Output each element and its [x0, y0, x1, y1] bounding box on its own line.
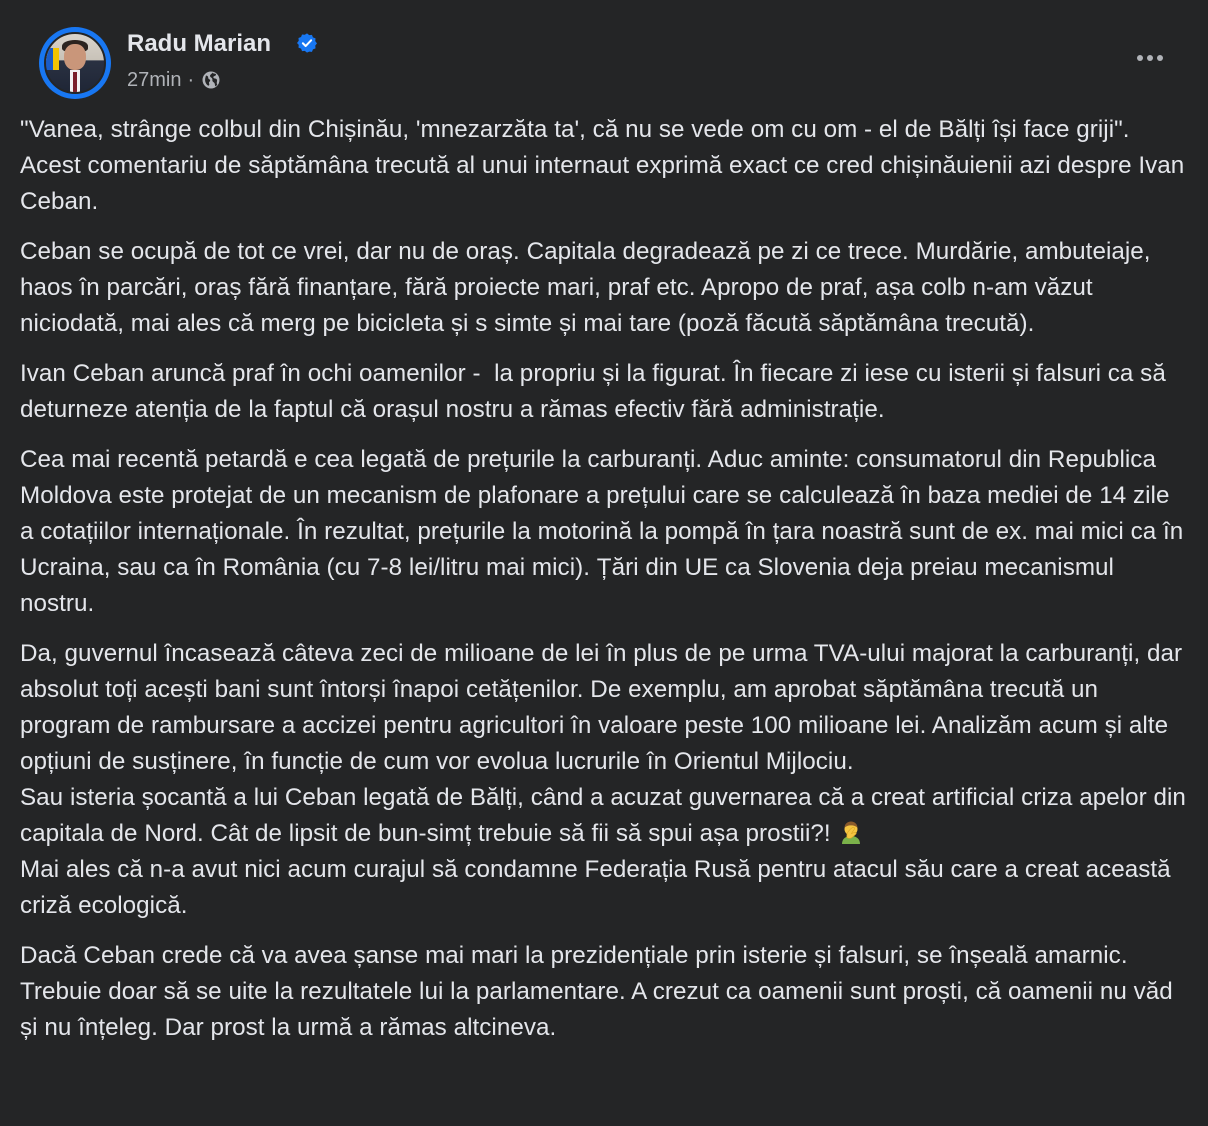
flag-stripe-blue	[46, 48, 53, 70]
post-paragraph: Ceban se ocupă de tot ce vrei, dar nu de oraș. Capitala degradează pe zi ce trece. Murdărie, ambuteiaje, haos în parcări, oraș fără finanțare, fără proiecte mari, praf etc. Apropo de praf, așa colb n-am văzut niciodată, mai ales că merg pe bicicleta și s simte și mai tare (poză făcută săptămâna trecută).	[20, 238, 1158, 337]
more-options-icon	[1157, 55, 1163, 61]
more-options-button[interactable]	[1130, 46, 1170, 70]
more-options-icon	[1137, 55, 1143, 61]
post-header	[20, 0, 1188, 110]
post-paragraph: "Vanea, strânge colbul din Chișinău, 'mnezarzăta ta', că nu se vede om cu om - el de Bălți își face griji". Acest comentariu de săptămâna trecută al unui internaut exprimă exact ce cred chișinăuienii azi despre Ivan Ceban.	[20, 116, 1192, 215]
post-paragraph: Sau isteria șocantă a lui Ceban legată de Bălți, când a acuzat guvernarea că a creat artificial criza apelor din capitala de Nord. Cât de lipsit de bun-simț trebuie să fii să spui așa prostii?!	[20, 784, 1193, 847]
flag-stripe-yellow	[53, 48, 59, 70]
post-meta	[127, 68, 221, 92]
profile-photo	[44, 32, 106, 94]
post-paragraph-with-emoji	[20, 780, 1193, 852]
avatar-face	[64, 44, 86, 70]
post-paragraph: Ivan Ceban aruncă praf în ochi oamenilor - la propriu și la figurat. În fiecare zi iese cu isterii și falsuri ca să deturneze atenția de la faptul că orașul nostru a rămas efectiv fără administrație.	[20, 360, 1173, 423]
post-paragraph: Dacă Ceban crede că va avea șanse mai mari la prezidențiale prin isterie și falsuri, se înșeală amarnic. Trebuie doar să se uite la rezultatele lui la parlamentare. A crezut ca oamenii sunt proști, că oamenii nu văd și nu înțeleg. Dar prost la urmă a rămas altcineva.	[20, 942, 1180, 1041]
author-name[interactable]: Radu Marian	[127, 30, 272, 57]
post-time[interactable]: 27min	[127, 69, 182, 91]
avatar[interactable]	[39, 27, 111, 99]
post-text	[20, 112, 1193, 1046]
more-options-icon	[1147, 55, 1153, 61]
post-paragraph: Cea mai recentă petardă e cea legată de prețurile la carburanți. Aduc aminte: consumatorul din Republica Moldova este protejat de un mecanism de plafonare a prețului care se calculează în baza mediei de 14 zile a cotațiilor internaționale. În rezultat, prețurile la motorină la pompă în țara noastră sunt de ex. mai mici ca în Ucraina, sau ca în România (cu 7-8 lei/litru mai mici). Țări din UE ca Slovenia deja preiau mecanismul nostru.	[20, 446, 1191, 617]
post-paragraph: Mai ales că n-a avut nici acum curajul să condamne Federația Rusă pentru atacul său care a creat această criză ecologică.	[20, 856, 1178, 919]
globe-icon[interactable]	[201, 70, 221, 90]
verified-badge-icon	[296, 32, 318, 54]
man-facepalming-emoji	[839, 819, 863, 845]
meta-separator: ·	[187, 69, 195, 91]
avatar-tie	[73, 72, 77, 92]
post-paragraph: Da, guvernul încasează câteva zeci de milioane de lei în plus de pe urma TVA-ului majorat la carburanți, dar absolut toți acești bani sunt întorși înapoi cetățenilor. De exemplu, am aprobat săptămâna trecută un program de rambursare a accizei pentru agricultori în valoare peste 100 milioane lei. Analizăm acum și alte opțiuni de susținere, în funcție de cum vor evolua lucrurile în Orientul Mijlociu.	[20, 640, 1189, 775]
